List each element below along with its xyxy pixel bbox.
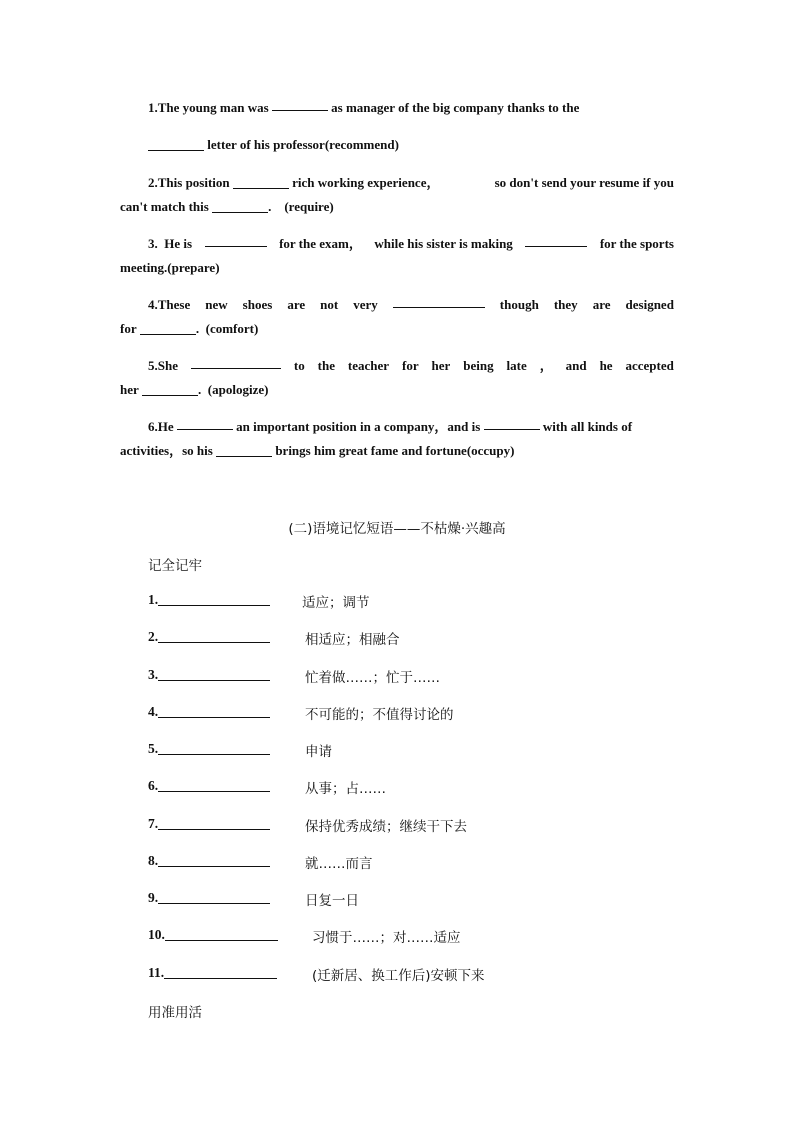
phrase-meaning: 习惯于……；对……适应	[312, 930, 461, 946]
phrase-meaning: 日复一日	[305, 893, 359, 909]
phrase-number: 4.	[148, 704, 159, 719]
answer-blank[interactable]	[158, 815, 270, 830]
phrase-meaning: 申请	[305, 744, 332, 760]
answer-blank[interactable]	[164, 964, 277, 979]
answer-blank[interactable]	[216, 442, 272, 457]
answer-blank[interactable]	[148, 136, 204, 151]
answer-blank[interactable]	[142, 381, 198, 396]
exercise-number: 2.	[148, 175, 158, 190]
phrase-number: 3.	[148, 667, 159, 682]
section-title: (二)语境记忆短语——不枯燥·兴趣高	[288, 521, 506, 537]
exercise-2	[120, 171, 674, 219]
answer-blank[interactable]	[158, 703, 270, 718]
exercise-word: These	[157, 297, 191, 312]
exercise-number: 1.	[148, 100, 158, 115]
answer-blank[interactable]	[205, 232, 267, 247]
memorize-label: 记全记牢	[148, 558, 202, 574]
answer-blank[interactable]	[158, 852, 270, 867]
phrase-number: 2.	[148, 629, 159, 644]
exercise-text: as manager of the big company thanks to the	[331, 100, 580, 115]
phrase-number: 6.	[148, 778, 159, 793]
answer-blank[interactable]	[233, 174, 289, 189]
exercise-4	[120, 293, 674, 341]
phrase-meaning: (迁新居、换工作后)安顿下来	[312, 968, 485, 984]
exercise-number: 4.	[148, 297, 158, 312]
phrase-meaning: 从事；占……	[305, 781, 386, 797]
exercise-text: The young man was	[157, 100, 269, 115]
phrase-item	[148, 740, 332, 762]
exercise-hint: (comfort)	[205, 321, 259, 336]
exercise-1-line2	[120, 133, 674, 157]
exercise-word: being	[463, 358, 494, 373]
exercise-text: meeting.(prepare)	[120, 260, 220, 275]
exercise-word: very	[353, 297, 378, 312]
exercise-word: She	[157, 358, 178, 373]
answer-blank[interactable]	[484, 415, 540, 430]
exercise-word: they	[553, 297, 578, 312]
exercise-word: for	[402, 358, 419, 373]
exercise-text: .	[198, 382, 202, 397]
exercise-word: late	[506, 358, 527, 373]
exercise-text: for the sports	[599, 236, 674, 251]
phrase-meaning: 保持优秀成绩；继续干下去	[305, 819, 467, 835]
phrase-item	[148, 703, 454, 725]
exercise-1	[120, 96, 674, 120]
exercise-word: accepted	[625, 358, 674, 373]
exercise-text: an important position in a company，and is	[236, 419, 481, 434]
answer-blank[interactable]	[140, 320, 196, 335]
exercise-hint: (require)	[284, 199, 334, 214]
exercise-number: 3.	[148, 236, 158, 251]
phrase-meaning: 相适应；相融合	[305, 632, 400, 648]
phrase-number: 1.	[148, 592, 159, 607]
answer-blank[interactable]	[525, 232, 587, 247]
exercise-text: letter of his professor(recommend)	[207, 137, 399, 152]
exercise-text: rich working experience，	[292, 175, 440, 190]
answer-blank[interactable]	[393, 293, 485, 308]
answer-blank[interactable]	[158, 628, 270, 643]
phrase-item	[148, 889, 359, 911]
answer-blank[interactable]	[158, 889, 270, 904]
exercise-word: and	[565, 358, 587, 373]
exercise-text: so don't send your resume if you	[494, 175, 674, 190]
exercise-word: not	[320, 297, 339, 312]
phrase-meaning: 就……而言	[305, 856, 373, 872]
exercise-text: can't match this	[120, 199, 209, 214]
phrase-item	[148, 591, 370, 613]
exercise-text: for	[120, 321, 137, 336]
exercise-word: to	[293, 358, 305, 373]
exercise-5	[120, 354, 674, 402]
exercise-word: are	[287, 297, 306, 312]
exercise-hint: (apologize)	[207, 382, 269, 397]
exercise-text: activities，so his	[120, 443, 213, 458]
exercise-text: for the exam，	[279, 236, 362, 251]
answer-blank[interactable]	[191, 354, 281, 369]
answer-blank[interactable]	[158, 777, 270, 792]
phrase-item	[148, 852, 373, 874]
phrase-meaning: 忙着做……；忙于……	[305, 670, 440, 686]
exercise-6	[120, 415, 674, 463]
answer-blank[interactable]	[165, 926, 278, 941]
phrase-number: 10.	[148, 927, 165, 942]
answer-blank[interactable]	[212, 198, 268, 213]
exercise-number: 5.	[148, 358, 158, 373]
phrase-item	[148, 964, 485, 986]
exercise-word: teacher	[347, 358, 390, 373]
exercise-text: her	[120, 382, 139, 397]
exercise-text: .	[195, 321, 200, 336]
phrase-item	[148, 628, 400, 650]
phrase-number: 7.	[148, 816, 159, 831]
exercise-text: brings him great fame and fortune(occupy)	[275, 443, 515, 458]
phrase-item	[148, 926, 461, 948]
phrase-number: 9.	[148, 890, 159, 905]
exercise-number: 6.	[148, 419, 158, 434]
exercise-word: ，	[539, 358, 553, 373]
exercise-word: designed	[625, 297, 674, 312]
answer-blank[interactable]	[158, 740, 270, 755]
exercise-text: He	[157, 419, 174, 434]
phrase-number: 8.	[148, 853, 159, 868]
phrase-number: 5.	[148, 741, 159, 756]
exercise-word: the	[317, 358, 335, 373]
exercise-word: shoes	[242, 297, 273, 312]
phrase-number: 11.	[148, 965, 165, 980]
exercise-text: with all kinds of	[542, 419, 633, 434]
phrase-item	[148, 666, 440, 688]
phrase-meaning: 适应；调节	[302, 595, 370, 611]
exercise-3	[120, 232, 674, 280]
exercise-text: This position	[157, 175, 230, 190]
exercise-word: her	[431, 358, 451, 373]
phrase-item	[148, 777, 386, 799]
exercise-word: though	[499, 297, 539, 312]
exercise-text: He is	[164, 236, 193, 251]
answer-blank[interactable]	[158, 666, 270, 681]
answer-blank[interactable]	[158, 591, 270, 606]
exercise-word: he	[599, 358, 613, 373]
use-label: 用准用活	[148, 1005, 202, 1021]
exercise-text: while his sister is making	[374, 236, 513, 251]
phrase-meaning: 不可能的；不值得讨论的	[305, 707, 454, 723]
exercise-word: are	[592, 297, 611, 312]
exercise-text: .	[268, 199, 272, 214]
answer-blank[interactable]	[177, 415, 233, 430]
answer-blank[interactable]	[272, 96, 328, 111]
phrase-item	[148, 815, 467, 837]
exercise-word: new	[205, 297, 228, 312]
